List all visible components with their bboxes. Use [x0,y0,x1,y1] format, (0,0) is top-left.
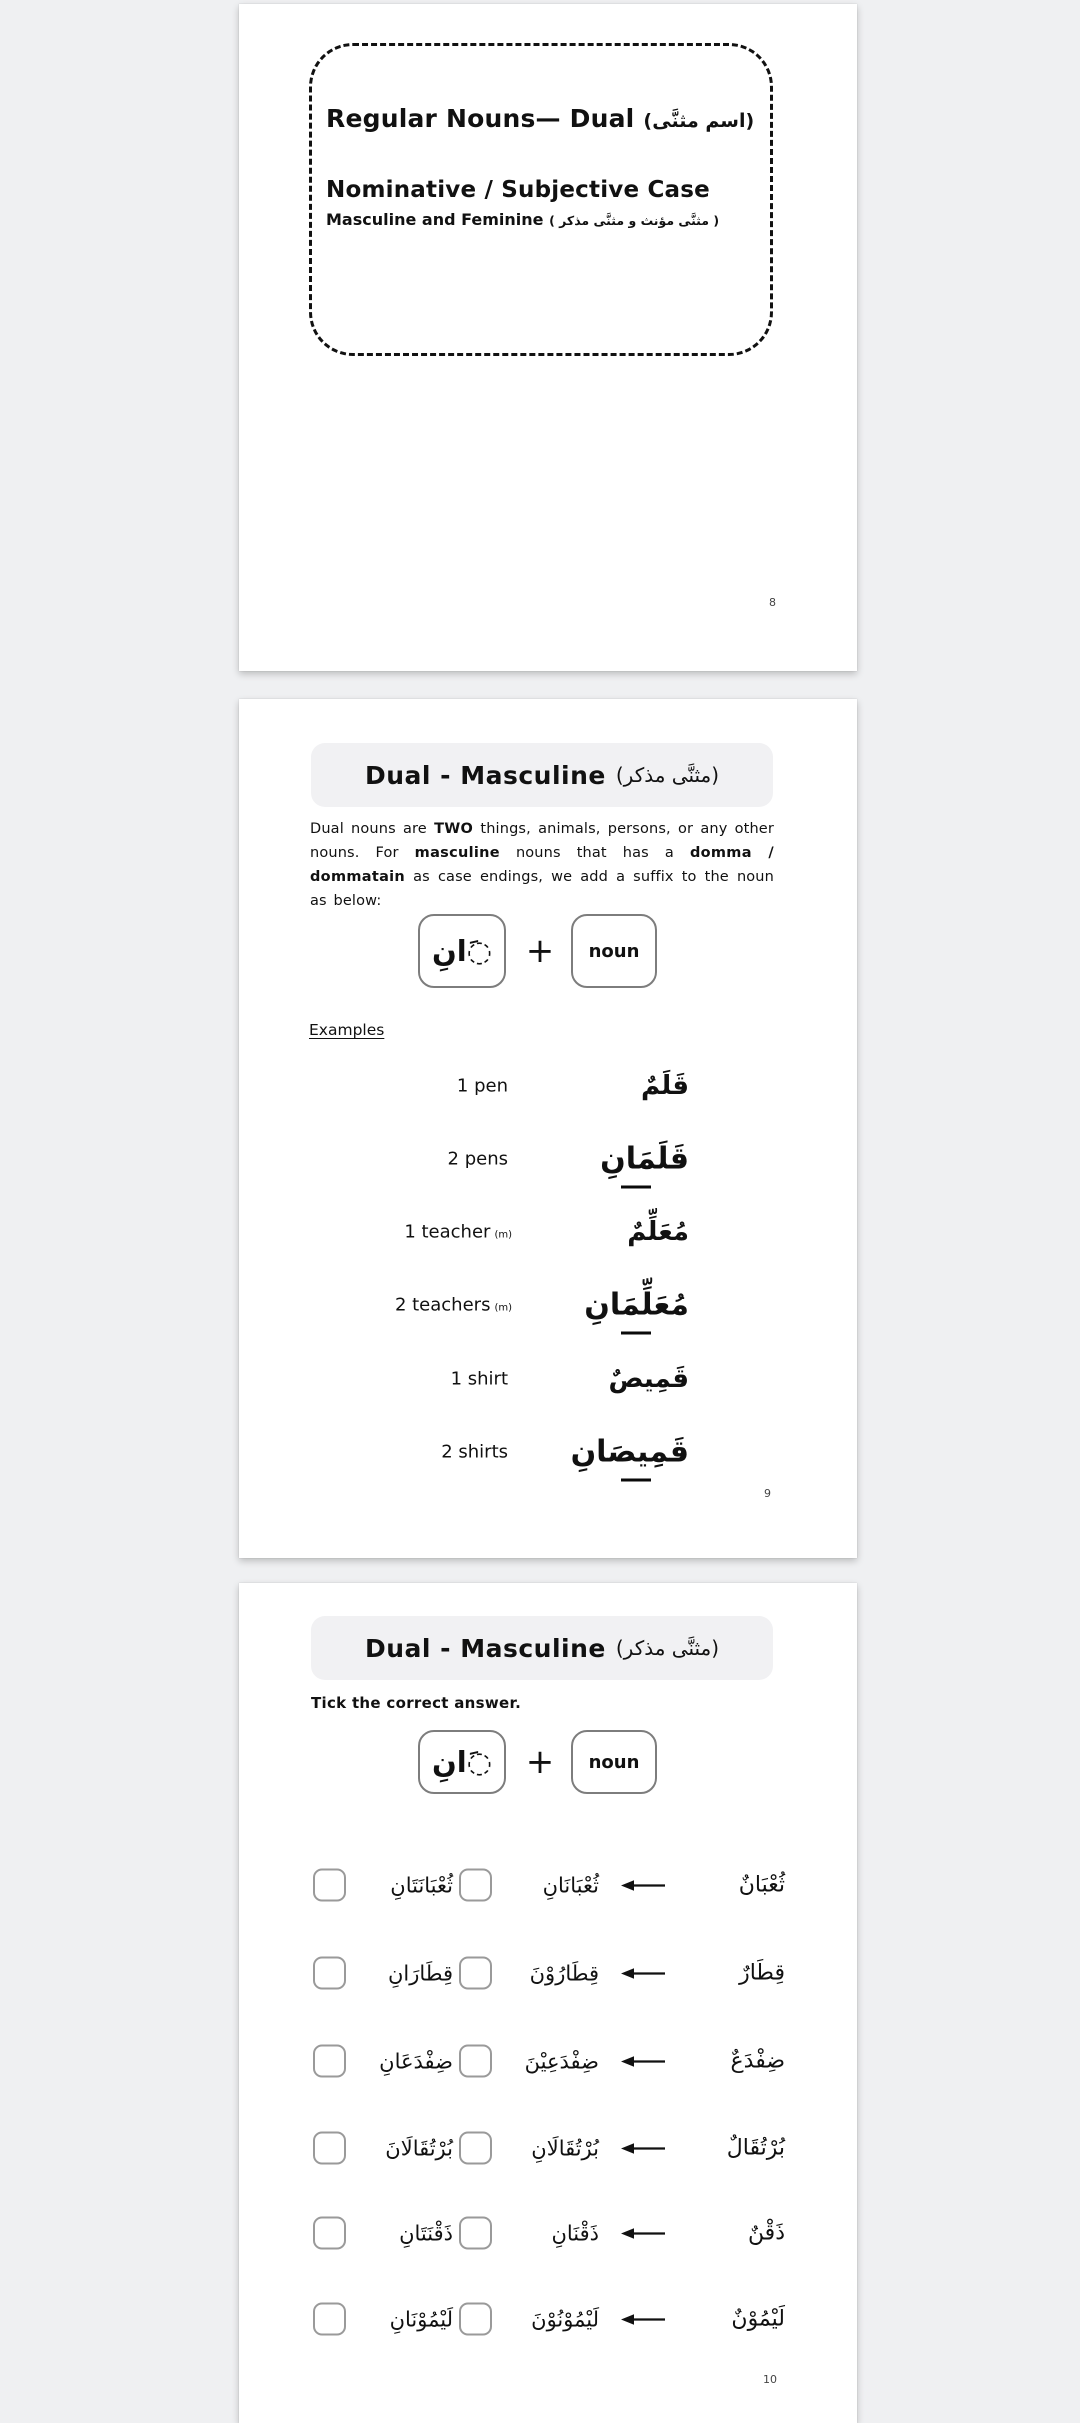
suffix-arabic: ◌َانِ [432,1744,492,1779]
answer-option [459,2217,599,2250]
option-arabic: ذَقْنَانِ [551,2221,599,2245]
answer-option [313,2303,453,2336]
answer-checkbox-2[interactable] [313,1869,346,1902]
gender-note: (m) [494,1229,512,1241]
option-arabic: ذَقْنَتَانِ [399,2221,453,2245]
answer-option [313,1957,453,1990]
para-text: nouns that has a [499,844,690,861]
option-arabic: ضِفْدَعَانِ [379,2049,453,2073]
page-number: 8 [769,596,776,609]
page-8 [239,4,857,671]
question-stem: ذَقْنٌ [747,2220,785,2246]
suffix-box [418,914,506,988]
para-text: Dual nouns are [310,820,435,837]
title-line-3 [326,210,758,229]
option-arabic: قِطَارُوْنَ [529,1961,599,1985]
question-stem: ثُعْبَانٌ [738,1872,785,1898]
answer-option [459,2132,599,2165]
suffix-underline [621,1185,651,1189]
option-arabic: ضِفْدَعِيْنَ [524,2049,599,2073]
option-arabic: لَيْمُوْنَانِ [389,2307,453,2331]
left-arrow-icon [621,2142,667,2154]
section-header [311,1616,773,1680]
gender-note: (m) [494,1302,512,1314]
example-english: 1 teacher [404,1221,491,1243]
title-line-1-en: Regular Nouns— Dual [326,104,635,133]
question-stem: ضِفْدَعٌ [730,2048,785,2074]
suffix-underline [621,1478,651,1482]
question-row [239,2132,857,2165]
noun-box [571,914,657,988]
answer-checkbox-1[interactable] [459,2217,492,2250]
suffix-formula [239,914,857,988]
option-arabic: قِطَارَانِ [387,1961,453,1985]
question-row [239,2303,857,2336]
section-header-en: Dual - Masculine [364,1633,606,1663]
answer-option [313,2132,453,2165]
plus-sign: + [525,1742,555,1782]
title-line-1-ar: (اسم مثنَّى) [643,110,755,132]
example-english: 2 pens [447,1148,508,1170]
example-english: 1 shirt [450,1368,508,1390]
title-line-3-en: Masculine and Feminine [326,210,544,229]
example-arabic: قَلَمَانِ [600,1141,689,1177]
option-arabic: بُرْتُقَالَانَ [385,2136,453,2160]
section-header-en: Dual - Masculine [364,760,606,790]
question-stem: بُرْتُقَالٌ [726,2135,785,2161]
page-number: 10 [763,2373,777,2386]
example-arabic: قَمِيصَانِ [570,1434,689,1470]
title-line-1 [326,104,758,133]
question-stem: لَيْمُوْنٌ [731,2306,785,2332]
plus-sign: + [525,931,555,971]
example-arabic: مُعَلِّمَانِ [584,1287,689,1323]
answer-option [313,2045,453,2078]
para-bold: TWO [434,820,474,837]
suffix-arabic: ◌َانِ [432,933,492,968]
example-arabic: مُعَلِّمٌ [627,1217,689,1247]
example-english: 1 pen [456,1075,508,1097]
suffix-underline [621,1331,651,1335]
answer-option [459,1869,599,1902]
section-header-ar: (مثنَّى مذكر) [615,1636,720,1660]
example-arabic: قَلَمٌ [640,1071,689,1101]
instruction-text: Tick the correct answer. [311,1694,522,1712]
example-english: 2 teachers [394,1294,491,1316]
option-arabic: لَيْمُوْنُوْنَ [531,2307,599,2331]
option-arabic: ثُعْبَانَانِ [542,1873,599,1897]
question-row [239,1869,857,1902]
question-stem: قِطَارٌ [739,1960,785,1986]
page-9 [239,699,857,1558]
example-english: 2 shirts [441,1441,508,1463]
noun-box [571,1730,657,1794]
question-row [239,2217,857,2250]
suffix-box [418,1730,506,1794]
answer-checkbox-2[interactable] [313,2132,346,2165]
answer-checkbox-1[interactable] [459,2045,492,2078]
page-number: 9 [764,1487,771,1500]
answer-option [313,2217,453,2250]
section-header [311,743,773,807]
noun-label: noun [588,1751,640,1773]
left-arrow-icon [621,2055,667,2067]
para-bold: masculine [414,844,500,861]
answer-checkbox-1[interactable] [459,1957,492,1990]
para-bold: domma / dommatain [310,844,775,885]
example-arabic: قَمِيصٌ [608,1364,689,1394]
answer-option [313,1869,453,1902]
examples-heading: Examples [309,1021,385,1039]
left-arrow-icon [621,1879,667,1891]
answer-checkbox-1[interactable] [459,2303,492,2336]
left-arrow-icon [621,1967,667,1979]
suffix-formula [239,1730,857,1794]
answer-option [459,1957,599,1990]
answer-checkbox-2[interactable] [313,2217,346,2250]
explanation-paragraph [310,817,774,913]
page-10 [239,1583,857,2423]
answer-option [459,2045,599,2078]
option-arabic: بُرْتُقَالَانِ [531,2136,599,2160]
section-header-ar: (مثنَّى مذكر) [615,763,720,787]
answer-checkbox-2[interactable] [313,2303,346,2336]
noun-label: noun [588,940,640,962]
title-box [309,43,773,356]
answer-checkbox-1[interactable] [459,2132,492,2165]
answer-option [459,2303,599,2336]
answer-checkbox-1[interactable] [459,1869,492,1902]
answer-checkbox-2[interactable] [313,1957,346,1990]
answer-checkbox-2[interactable] [313,2045,346,2078]
title-line-2: Nominative / Subjective Case [326,177,710,203]
question-row [239,2045,857,2078]
left-arrow-icon [621,2227,667,2239]
title-line-3-ar: ( مثنَّى مؤنث و مثنَّى مذكر ) [549,213,720,228]
left-arrow-icon [621,2313,667,2325]
question-row [239,1957,857,1990]
para-text: as case endings, we add a suffix to the noun as below: [310,868,774,909]
para-text: things, animals, persons, or any other nouns. For [310,820,774,861]
option-arabic: ثُعْبَانَتَانِ [390,1873,453,1897]
